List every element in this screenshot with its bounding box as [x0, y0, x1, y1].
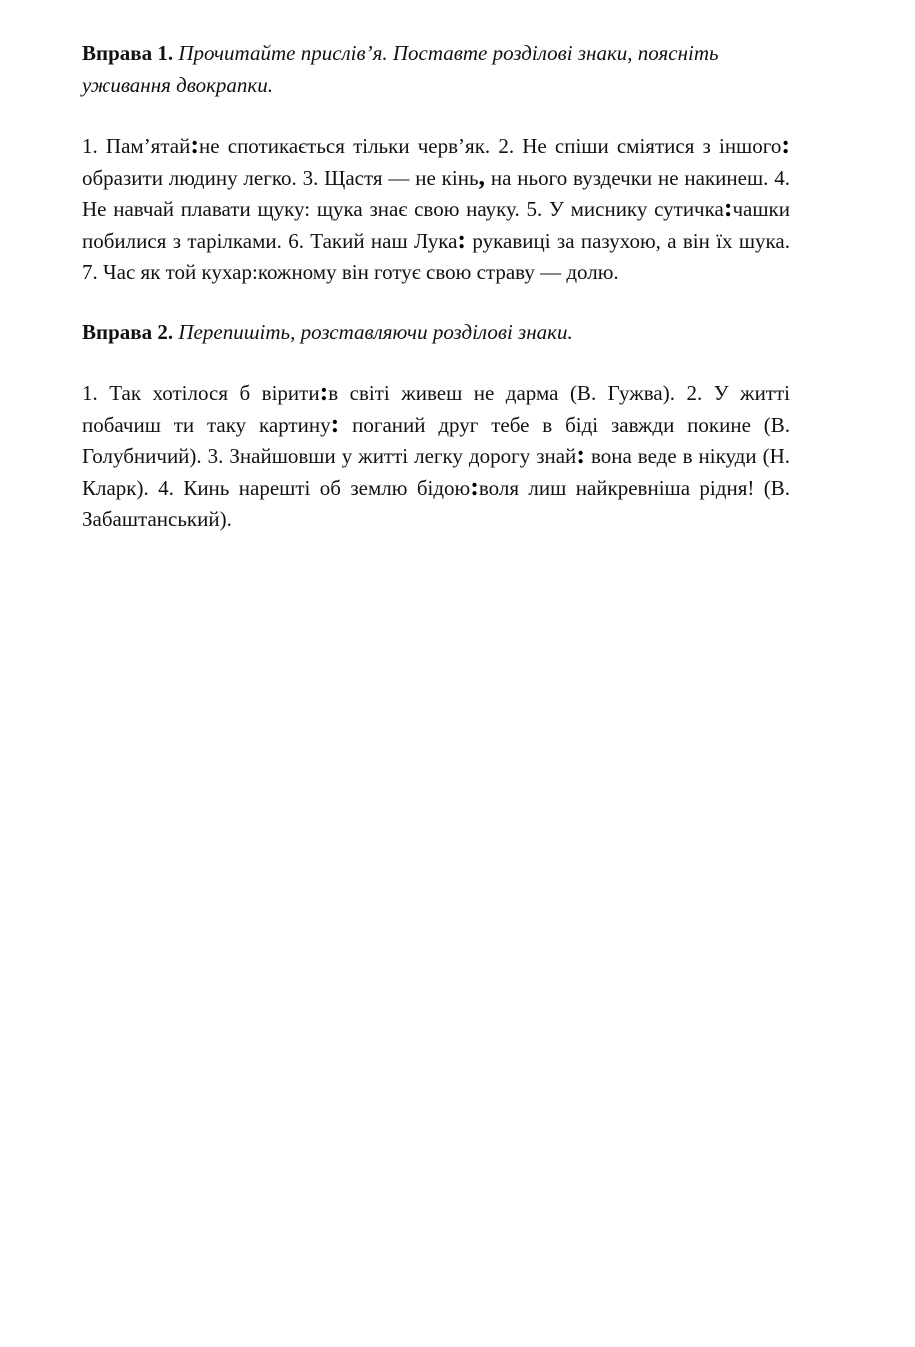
- inserted-colon-mark: :: [781, 130, 790, 159]
- exercise-2-segment: поганий друг тебе в біді завжди покине (В. Голубничий). 3. Знайшовши у житті легку дорогу знай: [82, 412, 791, 468]
- exercise-1-segment: образити людину легко. 3. Щастя — не кінь: [82, 165, 479, 190]
- inserted-colon-mark: :: [576, 440, 585, 469]
- inserted-colon-mark: :: [457, 224, 467, 254]
- exercise-1-label: Вправа 1.: [82, 41, 174, 65]
- exercise-2-text: [82, 378, 790, 536]
- inserted-colon-mark: :: [330, 408, 340, 438]
- exercise-2-segment: 1. Так хотілося б вірити: [82, 381, 320, 405]
- inserted-comma-mark: ,: [478, 161, 486, 191]
- document-page: [82, 38, 790, 536]
- exercise-2-segment: в світі живеш не дарма (В. Гужва). 2. У житті побачиш ти таку картину: [82, 381, 790, 437]
- exercise-1-segment: рукавиці за пазухою, а він їх шука. 7. Час як той кухар:кожному він готує свою страву — долю.: [82, 228, 790, 284]
- inserted-colon-mark: :: [470, 471, 479, 501]
- exercise-2-segment: воля лиш найкревніша рідня! (В. Забаштанський).: [82, 475, 790, 531]
- exercise-1-segment: 1. Пам’ятай: [82, 134, 191, 158]
- inserted-colon-mark: :: [723, 193, 733, 222]
- exercise-2-segment: вона веде в нікуди (Н. Кларк). 4. Кинь нарешті об землю бідою: [82, 444, 791, 500]
- exercise-1-heading: [82, 38, 790, 101]
- inserted-colon-mark: :: [190, 130, 200, 159]
- exercise-1-segment: чашки побилися з тарілками. 6. Такий наш Лука: [82, 197, 790, 253]
- exercise-2-heading: [82, 317, 790, 349]
- exercise-2-instruction: Перепишіть, розставляючи розділові знаки.: [178, 319, 573, 344]
- exercise-1-instruction: Прочитайте прислів’я. Поставте розділові знаки, поясніть уживання двокрапки.: [82, 41, 719, 97]
- exercise-1-segment: на нього вуздечки не накинеш. 4. Не навчай плавати щуку: щука знає свою науку. 5. У миснику сутичка: [82, 165, 790, 221]
- exercise-2-label: Вправа 2.: [82, 319, 174, 344]
- exercise-1-text: [82, 131, 790, 289]
- exercise-1-segment: не спотикається тільки черв’як. 2. Не спіши сміятися з іншого: [199, 134, 782, 158]
- inserted-colon-mark: :: [319, 377, 329, 406]
